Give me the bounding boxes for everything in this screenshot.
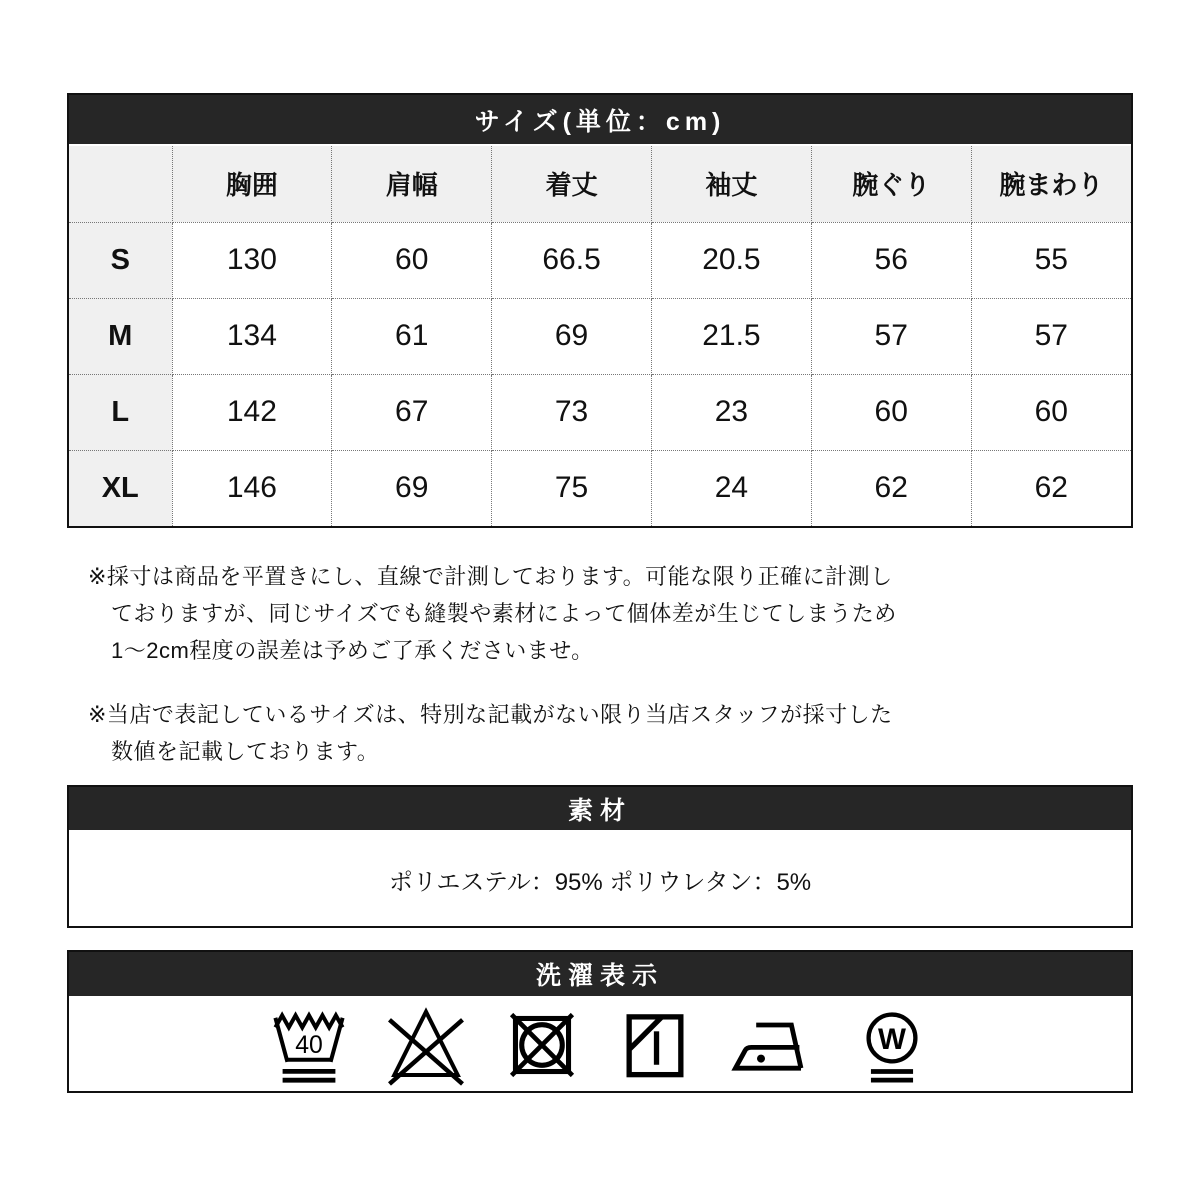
cell-value: 60 [971,374,1131,450]
note-line: ておりますが、同じサイズでも縫製や素材によって個体差が生じてしまうため [111,601,897,626]
table-row-s [69,222,1131,298]
cell-value: 142 [172,374,332,450]
size-table [69,146,1131,526]
size-label: M [69,298,172,374]
cell-value: 23 [651,374,811,450]
cell-value: 60 [332,222,492,298]
size-column-corner-cell [69,146,172,222]
column-header-length: 着丈 [492,146,652,222]
cell-value: 62 [811,450,971,526]
cell-value: 57 [811,298,971,374]
store-size-note [88,696,893,770]
do-not-bleach-icon [385,1002,467,1088]
note-line: ※当店で表記しているサイズは、特別な記載がない限り当店スタッフが採寸した [88,702,893,727]
do-not-tumble-dry-icon [503,1002,581,1088]
svg-text:40: 40 [295,1031,323,1059]
cell-value: 24 [651,450,811,526]
column-header-armhole: 腕ぐり [811,146,971,222]
wash-40-very-gentle-icon [269,1002,349,1088]
column-header-arm-circumference: 腕まわり [971,146,1131,222]
table-row-xl [69,450,1131,526]
note-line: ※採寸は商品を平置きにし、直線で計測しております。可能な限り正確に計測し [88,564,893,589]
cell-value: 61 [332,298,492,374]
material-section [67,785,1133,928]
svg-text:W: W [878,1022,906,1056]
size-table-section [67,93,1133,528]
iron-low-temperature-icon [729,1002,817,1088]
cell-value: 134 [172,298,332,374]
hang-dry-in-shade-icon [617,1002,693,1088]
cell-value: 55 [971,222,1131,298]
cell-value: 69 [492,298,652,374]
size-label: L [69,374,172,450]
cell-value: 60 [811,374,971,450]
cell-value: 56 [811,222,971,298]
table-row-l [69,374,1131,450]
cell-value: 66.5 [492,222,652,298]
cell-value: 20.5 [651,222,811,298]
cell-value: 73 [492,374,652,450]
table-row-m [69,298,1131,374]
cell-value: 21.5 [651,298,811,374]
note-line: 数値を記載しております。 [111,739,380,764]
cell-value: 62 [971,450,1131,526]
care-symbols-row [69,998,1131,1091]
care-label-section [67,950,1133,1093]
size-table-header-row [69,146,1131,222]
column-header-chest: 胸囲 [172,146,332,222]
cell-value: 75 [492,450,652,526]
size-table-title: サイズ(単位：cm) [69,95,1131,146]
size-label: XL [69,450,172,526]
cell-value: 130 [172,222,332,298]
wet-clean-very-gentle-icon [853,1002,931,1088]
cell-value: 146 [172,450,332,526]
column-header-shoulder: 肩幅 [332,146,492,222]
cell-value: 69 [332,450,492,526]
care-title: 洗濯表示 [69,952,1131,998]
material-title: 素材 [69,787,1131,832]
measurement-note [88,558,897,669]
cell-value: 57 [971,298,1131,374]
material-composition: ポリエステル：95% ポリウレタン：5% [388,868,812,896]
column-header-sleeve: 袖丈 [651,146,811,222]
cell-value: 67 [332,374,492,450]
note-line: 1〜2cm程度の誤差は予めご了承くださいませ。 [111,638,594,663]
size-label: S [69,222,172,298]
